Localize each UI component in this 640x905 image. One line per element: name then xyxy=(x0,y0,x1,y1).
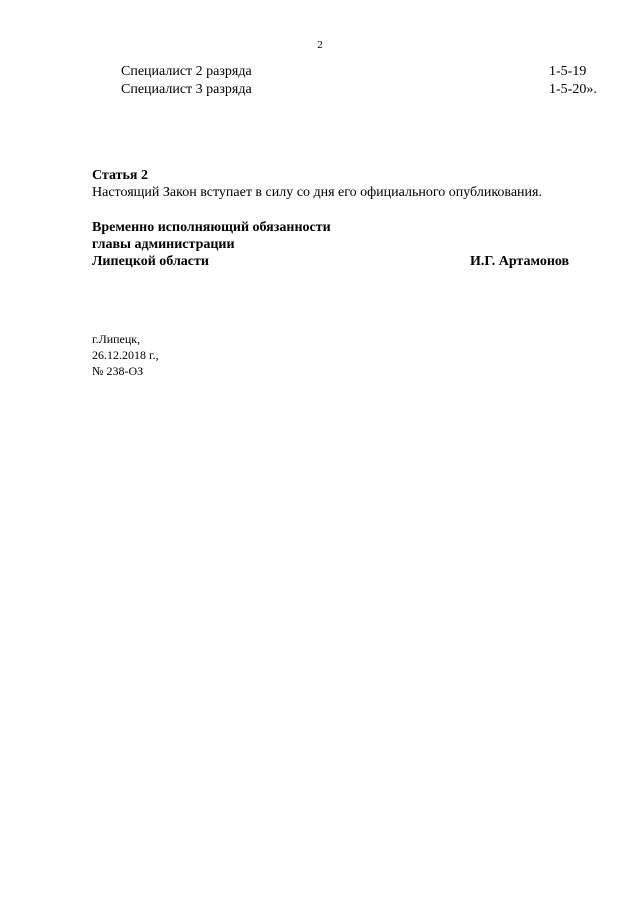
footer-city: г.Липецк, xyxy=(92,332,141,346)
footer-date: 26.12.2018 г., xyxy=(92,348,159,362)
article-section xyxy=(92,167,592,201)
position-row xyxy=(121,63,611,81)
signer-position-line-2: главы администрации xyxy=(92,237,235,252)
page-number: 2 xyxy=(317,39,323,51)
footer-law-number: № 238-ОЗ xyxy=(92,364,144,378)
signature-block xyxy=(92,219,592,270)
signer-name: И.Г. Артамонов xyxy=(470,254,570,269)
position-row xyxy=(121,81,611,99)
article-title: Статья 2 xyxy=(92,168,148,183)
document-footer xyxy=(92,331,159,379)
signer-position-line-3: Липецкой области xyxy=(92,254,209,269)
signer-position-line-1: Временно исполняющий обязанности xyxy=(92,220,331,235)
position-title: Специалист 2 разряда xyxy=(121,64,252,79)
position-title: Специалист 3 разряда xyxy=(121,82,252,97)
article-text: Настоящий Закон вступает в силу со дня его официального опубликования. xyxy=(92,185,542,200)
position-code: 1-5-19 xyxy=(549,64,587,79)
position-code: 1-5-20». xyxy=(549,82,597,97)
